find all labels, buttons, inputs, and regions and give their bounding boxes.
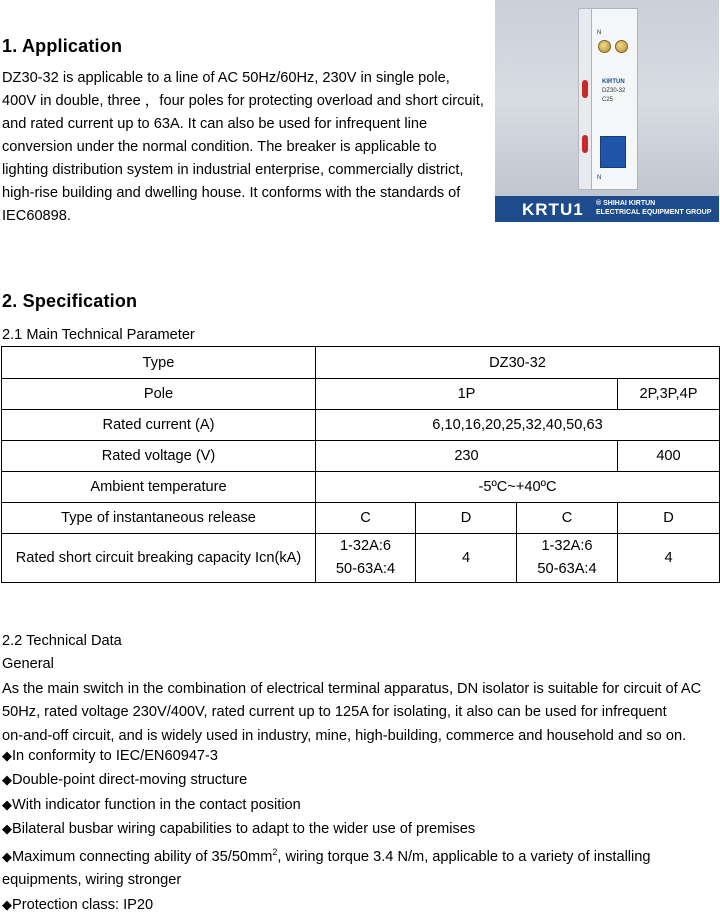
table-cell: C — [517, 503, 618, 534]
diamond-bullet-icon: ◆ — [2, 896, 12, 912]
paragraph-line: lighting distribution system in industrial enterprise, commercially district, — [2, 162, 464, 178]
breaker-handle — [600, 136, 626, 168]
list-item — [2, 893, 651, 917]
table-cell: DZ30-32 — [316, 347, 720, 379]
general-paragraph — [2, 678, 701, 748]
list-item — [2, 744, 651, 768]
terminal-screw-icon — [598, 40, 611, 53]
paragraph-line: As the main switch in the combination of electrical terminal apparatus, DN isolator is suitable for circuit of AC — [2, 681, 702, 697]
paragraph-line: IEC60898. — [2, 208, 71, 224]
table-cell: Type of instantaneous release — [2, 503, 316, 534]
table-cell: D — [618, 503, 720, 534]
list-item — [2, 817, 651, 841]
table-cell: Pole — [2, 379, 316, 410]
list-item — [2, 768, 651, 792]
table-cell: Rated voltage (V) — [2, 441, 316, 472]
subsection-technical-data: 2.2 Technical Data — [2, 633, 122, 649]
list-item-text: In conformity to IEC/EN60947-3 — [12, 748, 219, 764]
table-cell: 1P — [316, 379, 618, 410]
feature-list — [2, 744, 651, 917]
breaker-brand: KIRTUN — [602, 79, 625, 85]
technical-parameter-table — [1, 346, 720, 583]
list-item-text: Bilateral busbar wiring capabilities to adapt to the wider use of premises — [12, 820, 476, 837]
list-item — [2, 841, 651, 869]
application-paragraph — [2, 67, 484, 228]
table-row — [2, 472, 720, 503]
terminal-label: N — [597, 30, 602, 36]
paragraph-line: conversion under the normal condition. The breaker is applicable to — [2, 139, 437, 155]
diamond-bullet-icon: ◆ — [2, 820, 12, 836]
indicator-mark — [582, 80, 588, 98]
subsection-main-parameter: 2.1 Main Technical Parameter — [2, 327, 195, 343]
list-item-text: , wiring torque 3.4 N/m, applicable to a variety of installing — [277, 849, 651, 866]
paragraph-line: high-rise building and dwelling house. It conforms with the standards of — [2, 185, 461, 201]
table-cell: Type — [2, 347, 316, 379]
diamond-bullet-icon: ◆ — [2, 796, 12, 812]
table-cell: Rated short circuit breaking capacity Icn(kA) — [2, 534, 316, 583]
table-cell: Ambient temperature — [2, 472, 316, 503]
indicator-mark — [582, 135, 588, 153]
cell-line: 1-32A:6 — [339, 538, 392, 554]
photo-brand-banner — [495, 196, 719, 222]
list-item-continuation: equipments, wiring stronger — [2, 872, 182, 889]
superscript: 2 — [272, 847, 278, 858]
list-item-text: Protection class: IP20 — [12, 896, 154, 913]
table-cell: 4 — [618, 534, 720, 583]
table-cell: 400 — [618, 441, 720, 472]
table-cell: 2P,3P,4P — [618, 379, 720, 410]
breaker-rating: C25 — [602, 97, 614, 103]
general-heading: General — [2, 656, 54, 672]
table-cell: Rated current (A) — [2, 410, 316, 441]
diamond-bullet-icon: ◆ — [2, 849, 12, 865]
brand-group: ELECTRICAL EQUIPMENT GROUP — [596, 209, 712, 216]
table-row — [2, 503, 720, 534]
breaker-model: DZ30-32 — [602, 88, 626, 94]
section-title-application: 1. Application — [2, 36, 123, 56]
table-cell — [517, 534, 618, 583]
table-row — [2, 347, 720, 379]
cell-line: 50-63A:4 — [335, 561, 396, 577]
list-item-text: Double-point direct-moving structure — [12, 772, 248, 789]
list-item — [2, 793, 651, 817]
table-row — [2, 410, 720, 441]
brand-logo: KRTU1 — [522, 200, 584, 219]
cell-line: 50-63A:4 — [537, 561, 597, 577]
table-cell: D — [416, 503, 517, 534]
table-row — [2, 534, 720, 583]
cell-line: 1-32A:6 — [541, 538, 593, 554]
paragraph-line: DZ30-32 is applicable to a line of AC 50Hz/60Hz, 230V in single pole, — [2, 70, 450, 86]
diamond-bullet-icon: ◆ — [2, 748, 12, 763]
paragraph-line: on-and-off circuit, and is widely used in industry, mine, high-building, commerce and household and so on. — [2, 727, 687, 744]
brand-company: ® SHIHAI KIRTUN — [596, 200, 656, 207]
paragraph-line: 400V in double, three ，four poles for protecting overload and short circuit, — [2, 93, 484, 109]
table-cell: C — [316, 503, 416, 534]
table-cell: 6,10,16,20,25,32,40,50,63 — [316, 410, 720, 441]
table-cell: 230 — [316, 441, 618, 472]
table-cell: -5ºC~+40ºC — [316, 472, 720, 503]
paragraph-line: 50Hz, rated voltage 230V/400V, rated current up to 125A for isolating, it also can be used for infrequent — [2, 704, 667, 721]
table-row — [2, 441, 720, 472]
terminal-label: N — [597, 175, 602, 181]
diamond-bullet-icon: ◆ — [2, 772, 12, 788]
list-item-text: Maximum connecting ability of 35/50mm — [12, 849, 273, 866]
table-row — [2, 379, 720, 410]
table-cell — [316, 534, 416, 583]
list-item-text: With indicator function in the contact position — [12, 796, 301, 813]
paragraph-line: and rated current up to 63A. It can also be used for infrequent line — [2, 116, 428, 132]
terminal-screw-icon — [615, 40, 628, 53]
table-cell: 4 — [416, 534, 517, 583]
section-title-specification: 2. Specification — [2, 291, 138, 311]
